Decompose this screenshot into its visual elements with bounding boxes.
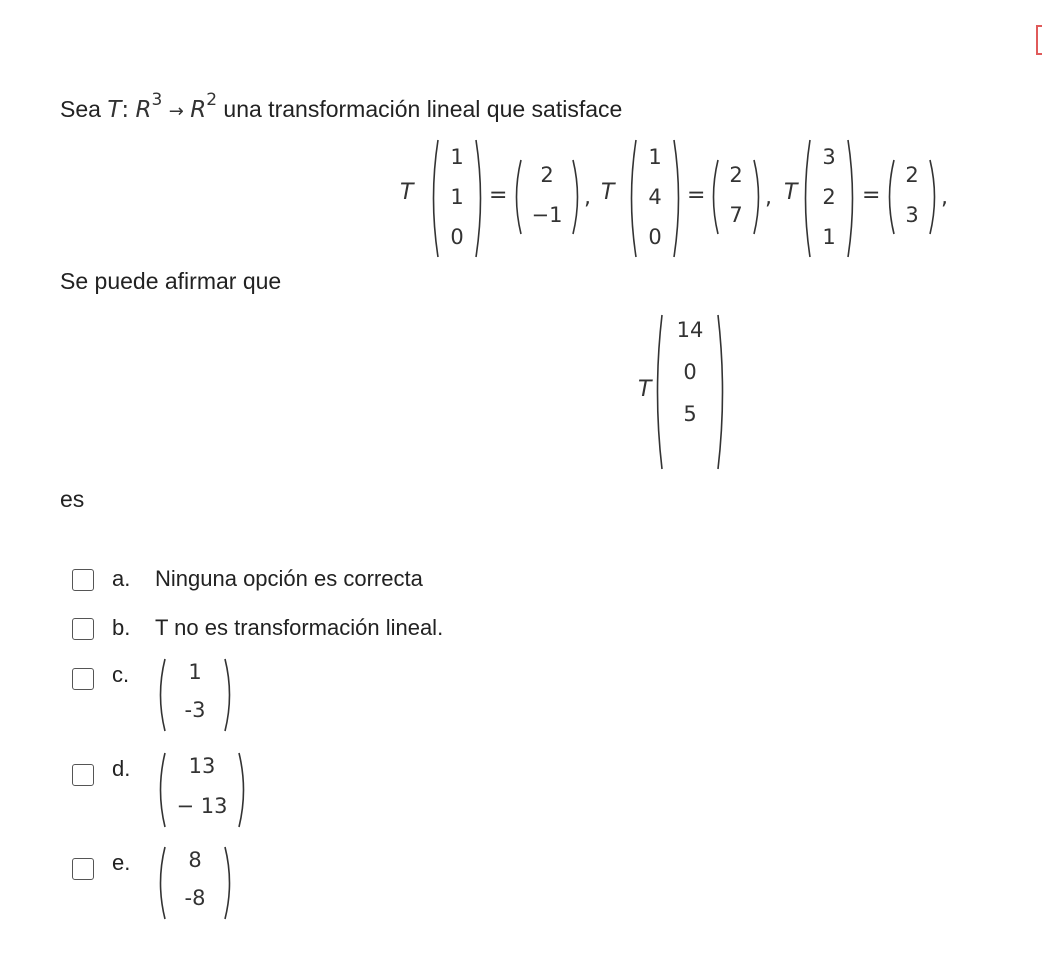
option-e[interactable] <box>72 848 252 930</box>
option-b-letter: b. <box>112 615 131 640</box>
vector-entry: 2 <box>729 163 743 187</box>
right-paren <box>716 312 728 472</box>
domain-space: R <box>135 97 152 123</box>
input-vector-3 <box>800 137 858 260</box>
vector-entry: 7 <box>729 203 743 227</box>
right-paren <box>752 157 764 237</box>
comma: , <box>941 185 948 210</box>
vector-entry: 1 <box>822 225 836 249</box>
t-symbol-3: T <box>784 180 798 205</box>
vector-entry: −1 <box>531 203 563 227</box>
option-c-checkbox[interactable] <box>72 668 94 690</box>
option-e-checkbox[interactable] <box>72 858 94 880</box>
codomain-exponent: 2 <box>206 90 218 110</box>
vector-entry: 2 <box>822 185 836 209</box>
right-paren <box>928 157 940 237</box>
corner-frame-mark <box>1036 25 1042 55</box>
equals-sign: = <box>862 183 881 208</box>
input-vector-2 <box>626 137 684 260</box>
right-paren <box>237 750 249 830</box>
option-c-letter: c. <box>112 662 130 687</box>
es-text: es <box>60 486 85 512</box>
vector-entry: 1 <box>648 145 662 169</box>
option-a-letter: a. <box>112 566 131 591</box>
option-e-vector <box>155 844 235 922</box>
prompt-text: Se puede afirmar que <box>60 268 282 294</box>
vector-entry: 1 <box>450 145 464 169</box>
option-b[interactable] <box>72 615 492 658</box>
vector-entry: -3 <box>184 698 206 722</box>
equals-sign: = <box>687 183 706 208</box>
vector-entry: − 13 <box>176 794 228 818</box>
equals-sign: = <box>489 183 508 208</box>
comma: , <box>584 185 591 210</box>
arrow-symbol: → <box>168 101 184 122</box>
codomain-space: R <box>190 97 207 123</box>
option-d-letter: d. <box>112 756 131 781</box>
option-a-checkbox[interactable] <box>72 569 94 591</box>
vector-entry: 8 <box>188 848 202 872</box>
vector-entry: 2 <box>540 163 554 187</box>
output-vector-1 <box>511 157 583 237</box>
right-paren <box>223 656 235 734</box>
option-c-vector <box>155 656 235 734</box>
comma: , <box>765 185 772 210</box>
vector-entry: 0 <box>450 225 464 249</box>
vector-entry: 3 <box>822 145 836 169</box>
map-symbol: T <box>107 97 122 123</box>
right-paren <box>571 157 583 237</box>
t-symbol-1: T <box>400 180 414 205</box>
output-vector-3 <box>884 157 940 237</box>
option-d-checkbox[interactable] <box>72 764 94 786</box>
vector-entry: -8 <box>184 886 206 910</box>
vector-entry: 1 <box>450 185 464 209</box>
option-b-checkbox[interactable] <box>72 618 94 640</box>
input-vector-1 <box>428 137 486 260</box>
vector-entry: 13 <box>188 754 216 778</box>
vector-entry: 2 <box>905 163 919 187</box>
right-paren <box>223 844 235 922</box>
right-paren <box>672 137 684 260</box>
output-vector-2 <box>708 157 764 237</box>
vector-entry: 0 <box>648 225 662 249</box>
vector-entry: 5 <box>683 402 697 426</box>
vector-entry: 14 <box>676 318 704 342</box>
domain-exponent: 3 <box>151 90 163 110</box>
vector-entry: 1 <box>188 660 202 684</box>
target-vector <box>652 312 728 472</box>
vector-entry: 3 <box>905 203 919 227</box>
option-d-vector <box>155 750 249 830</box>
option-a[interactable] <box>72 566 492 609</box>
option-e-letter: e. <box>112 850 131 875</box>
question-intro <box>60 90 623 123</box>
right-paren <box>474 137 486 260</box>
option-d[interactable] <box>72 754 272 836</box>
intro-rest: una transformación lineal que satisface <box>223 96 623 122</box>
vector-entry: 4 <box>648 185 662 209</box>
intro-word: Sea <box>60 96 101 122</box>
map-colon: : <box>121 97 130 123</box>
t-symbol-2: T <box>601 180 615 205</box>
t-symbol-target: T <box>638 377 652 402</box>
option-a-text: Ninguna opción es correcta <box>155 566 423 591</box>
option-b-text: T no es transformación lineal. <box>155 615 444 640</box>
vector-entry: 0 <box>683 360 697 384</box>
right-paren <box>846 137 858 260</box>
option-c[interactable] <box>72 660 252 740</box>
